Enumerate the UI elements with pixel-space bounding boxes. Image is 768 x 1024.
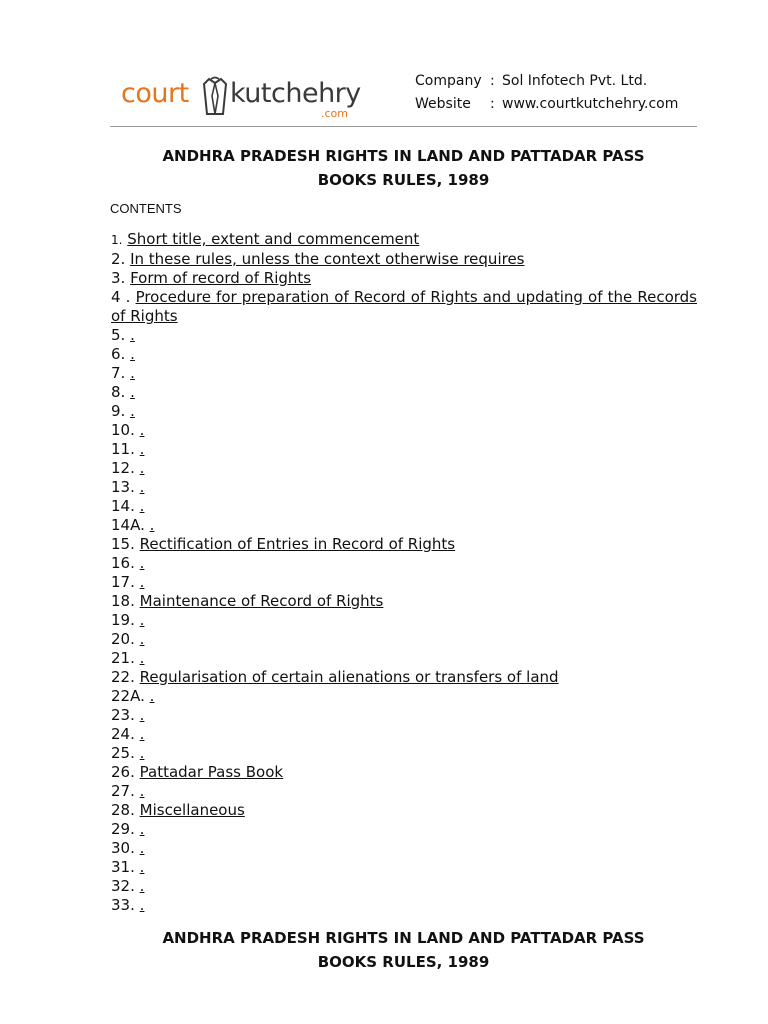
toc-item xyxy=(111,459,697,478)
document-title-line-2: BOOKS RULES, 1989 xyxy=(317,171,490,189)
toc-item-link[interactable]: . xyxy=(139,421,145,439)
website-label: Website xyxy=(415,96,471,112)
toc-item-link[interactable]: Procedure for preparation of Record of Rights and updating of the Records of Rights xyxy=(111,288,697,325)
toc-item xyxy=(111,364,697,383)
toc-item-number: 33. xyxy=(111,896,135,914)
toc-item-link[interactable]: . xyxy=(139,858,145,876)
toc-item xyxy=(111,858,697,877)
toc-item xyxy=(111,877,697,896)
toc-item-link[interactable]: . xyxy=(139,839,145,857)
toc-item-number: 23. xyxy=(111,706,135,724)
toc-item-number: 32. xyxy=(111,877,135,895)
toc-item xyxy=(111,820,697,839)
toc-item-number: 29. xyxy=(111,820,135,838)
toc-item-number: 10. xyxy=(111,421,135,439)
toc-item-link[interactable]: . xyxy=(139,554,145,572)
toc-item-number: 27. xyxy=(111,782,135,800)
toc-item-link[interactable]: . xyxy=(149,687,155,705)
toc-item-link[interactable]: . xyxy=(139,820,145,838)
toc-item-link[interactable]: . xyxy=(139,497,145,515)
toc-item-number: 16. xyxy=(111,554,135,572)
toc-item-number: 25. xyxy=(111,744,135,762)
company-separator: : xyxy=(490,73,495,89)
toc-item-number: 30. xyxy=(111,839,135,857)
toc-item xyxy=(111,288,697,326)
toc-item xyxy=(111,725,697,744)
toc-item xyxy=(111,592,697,611)
toc-item-link[interactable]: . xyxy=(139,706,145,724)
toc-item-link[interactable]: Rectification of Entries in Record of Rights xyxy=(139,535,456,553)
toc-item xyxy=(111,516,697,535)
logo-text-kutchehry: kutchehry xyxy=(230,78,361,109)
website-row xyxy=(415,93,678,116)
document-title-repeat-line-1: ANDHRA PRADESH RIGHTS IN LAND AND PATTADAR PASS xyxy=(162,929,645,947)
toc-item-number: 17. xyxy=(111,573,135,591)
toc-item xyxy=(111,839,697,858)
toc-item-number: 22A. xyxy=(111,687,145,705)
courtkutchehry-logo[interactable] xyxy=(121,78,371,122)
toc-item-link[interactable]: . xyxy=(139,744,145,762)
toc-item xyxy=(111,763,697,782)
toc-item-number: 19. xyxy=(111,611,135,629)
toc-item-number: 5. xyxy=(111,326,126,344)
toc-item-link[interactable]: . xyxy=(130,326,135,344)
toc-item-number: 8. xyxy=(111,383,126,401)
table-of-contents xyxy=(111,230,697,915)
toc-item xyxy=(111,611,697,630)
toc-item-number: 20. xyxy=(111,630,135,648)
toc-item-number: 14. xyxy=(111,497,135,515)
toc-item-number: 11. xyxy=(111,440,135,458)
toc-item-link[interactable]: . xyxy=(139,782,145,800)
toc-item-link[interactable]: . xyxy=(139,896,145,914)
toc-item-link[interactable]: . xyxy=(139,877,145,895)
logo-text-com: .com xyxy=(321,107,348,120)
toc-item-number: 24. xyxy=(111,725,135,743)
company-info xyxy=(415,70,678,116)
toc-item-number: 22. xyxy=(111,668,135,686)
toc-item-number: 7. xyxy=(111,364,126,382)
toc-item xyxy=(111,478,697,497)
toc-item-link[interactable]: . xyxy=(139,440,145,458)
toc-item-link[interactable]: Form of record of Rights xyxy=(130,269,312,287)
toc-item-number: 14A. xyxy=(111,516,145,534)
website-link[interactable]: www.courtkutchehry.com xyxy=(502,96,679,112)
toc-item xyxy=(111,440,697,459)
toc-item-link[interactable]: Maintenance of Record of Rights xyxy=(139,592,384,610)
toc-item-number: 26. xyxy=(111,763,135,781)
company-row xyxy=(415,70,678,93)
toc-item xyxy=(111,326,697,345)
toc-item xyxy=(111,269,697,288)
toc-item-link[interactable]: . xyxy=(139,573,145,591)
toc-item xyxy=(111,573,697,592)
toc-item-link[interactable]: . xyxy=(139,459,145,477)
contents-heading: CONTENTS xyxy=(110,201,182,216)
toc-item-link[interactable]: . xyxy=(149,516,155,534)
toc-item-link[interactable]: . xyxy=(139,478,145,496)
toc-item xyxy=(111,896,697,915)
website-separator: : xyxy=(490,96,495,112)
toc-item-number: 21. xyxy=(111,649,135,667)
toc-item xyxy=(111,744,697,763)
toc-item-number: 9. xyxy=(111,402,126,420)
toc-item-number: 6. xyxy=(111,345,126,363)
toc-item xyxy=(111,668,697,687)
toc-item-link[interactable]: . xyxy=(130,345,135,363)
toc-item-link[interactable]: Regularisation of certain alienations or transfers of land xyxy=(139,668,559,686)
toc-item-number: 4 . xyxy=(111,288,131,306)
toc-item-link[interactable]: . xyxy=(130,383,135,401)
header-divider xyxy=(110,126,697,127)
toc-item xyxy=(111,402,697,421)
toc-item-link[interactable]: . xyxy=(130,402,135,420)
page-header xyxy=(0,0,768,130)
toc-item xyxy=(111,535,697,554)
toc-item-number: 15. xyxy=(111,535,135,553)
toc-item xyxy=(111,497,697,516)
toc-item xyxy=(111,801,697,820)
toc-item xyxy=(111,230,697,250)
toc-item xyxy=(111,250,697,269)
toc-item-link[interactable]: . xyxy=(139,725,145,743)
toc-item-link[interactable]: Miscellaneous xyxy=(139,801,245,819)
logo-text-court: court xyxy=(121,78,189,109)
document-title-line-1: ANDHRA PRADESH RIGHTS IN LAND AND PATTADAR PASS xyxy=(162,147,645,165)
document-title xyxy=(110,144,697,192)
toc-item xyxy=(111,630,697,649)
toc-item-number: 13. xyxy=(111,478,135,496)
toc-item-number: 18. xyxy=(111,592,135,610)
toc-item xyxy=(111,782,697,801)
document-title-repeat-line-2: BOOKS RULES, 1989 xyxy=(317,953,490,971)
toc-item xyxy=(111,554,697,573)
toc-item xyxy=(111,649,697,668)
toc-item xyxy=(111,383,697,402)
company-value: Sol Infotech Pvt. Ltd. xyxy=(502,73,648,89)
toc-item-link[interactable]: . xyxy=(130,364,135,382)
toc-item xyxy=(111,687,697,706)
toc-item-link[interactable]: . xyxy=(139,611,145,629)
toc-item-number: 31. xyxy=(111,858,135,876)
toc-item-link[interactable]: In these rules, unless the context otherwise requires xyxy=(130,250,525,268)
document-title-repeat xyxy=(110,926,697,974)
company-label: Company xyxy=(415,73,482,89)
judge-robe-icon xyxy=(199,76,231,116)
toc-item-link[interactable]: Pattadar Pass Book xyxy=(139,763,284,781)
toc-item-number: 3. xyxy=(111,269,126,287)
toc-item-number: 12. xyxy=(111,459,135,477)
toc-item xyxy=(111,421,697,440)
toc-item-number: 28. xyxy=(111,801,135,819)
toc-item xyxy=(111,706,697,725)
toc-item-number: 2. xyxy=(111,250,126,268)
toc-item-link[interactable]: Short title, extent and commencement xyxy=(127,230,420,248)
toc-item-link[interactable]: . xyxy=(139,649,145,667)
toc-item-link[interactable]: . xyxy=(139,630,145,648)
toc-item-number: 1. xyxy=(111,233,123,247)
toc-item xyxy=(111,345,697,364)
